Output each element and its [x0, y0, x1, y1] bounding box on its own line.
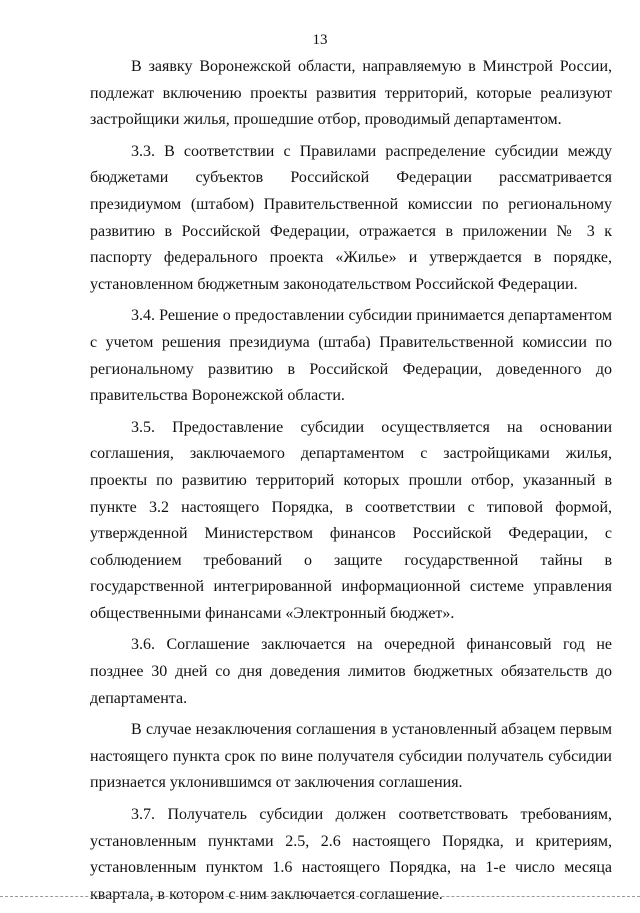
paragraph-application-inclusion: В заявку Воронежской области, направляемую в Минстрой России, подлежат включению проекты развития территорий, которые реализуют застройщики жилья, прошедшие отбор, проводимый департаментом.: [90, 58, 612, 129]
paragraph-3-6: 3.6. Соглашение заключается на очередной финансовый год не позднее 30 дней со дня доведения лимитов бюджетных обязательств до департамента.: [90, 636, 612, 707]
page-bottom-rule: [0, 896, 640, 897]
paragraph-3-5: 3.5. Предоставление субсидии осуществляется на основании соглашения, заключаемого департаментом с застройщиками жилья, проекты по развитию территорий которых прошли отбор, указанный в пункте 3.2 настоящего Порядка, в соответствии с типовой формой, утвержденной Министерством финансов Российской Федерации, с соблюдением требований о защите государственной тайны в государственной интегрированной информационной системе управления общественными финансами «Электронный бюджет».: [90, 418, 612, 622]
paragraph-non-conclusion: В случае незаключения соглашения в установленный абзацем первым настоящего пункта срок по вине получателя субсидии получатель субсидии признается уклонившимся от заключения соглашения.: [90, 721, 612, 792]
paragraph-3-7: 3.7. Получатель субсидии должен соответствовать требованиям, установленным пунктами 2.5, 2.6 настоящего Порядка, и критериям, установленным пунктом 1.6 настоящего Порядка, на 1-е число месяца квартала, в котором с ним заключается соглашение.: [90, 806, 612, 903]
document-body: [90, 54, 612, 913]
paragraph-3-4: 3.4. Решение о предоставлении субсидии принимается департаментом с учетом решения президиума (штаба) Правительственной комиссии по региональному развитию в Российской Федерации, доведенного до правительства Воронежской области.: [90, 307, 612, 405]
page-number: 13: [312, 32, 328, 48]
paragraph-3-3: 3.3. В соответствии с Правилами распределение субсидии между бюджетами субъектов Российской Федерации рассматривается президиумом (штабом) Правительственной комиссии по региональному развитию в Российской Федерации, отражается в приложении № 3 к паспорту федерального проекта «Жилье» и утверждается в порядке, установленном бюджетным законодательством Российской Федерации.: [90, 142, 612, 293]
